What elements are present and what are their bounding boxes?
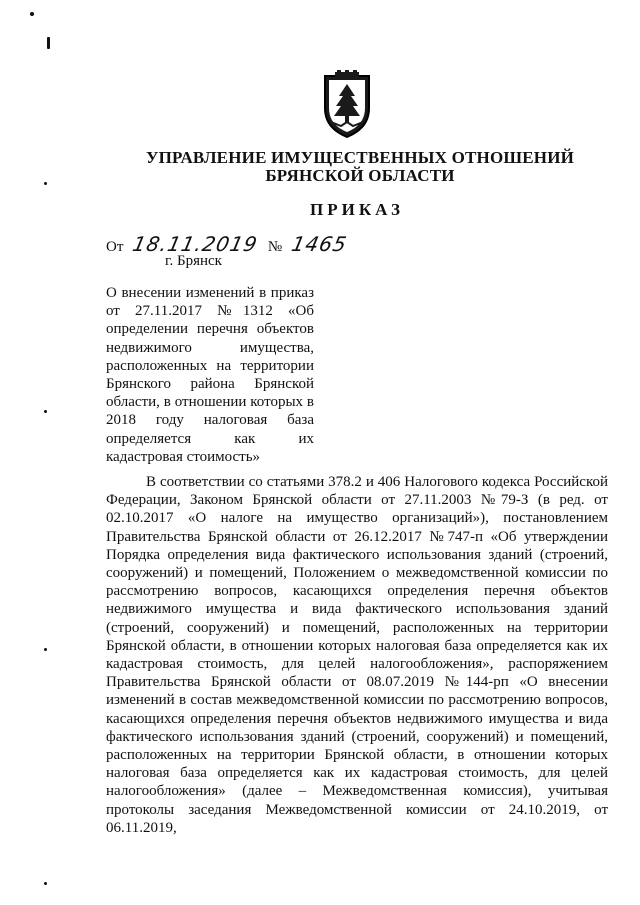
document-type-title: ПРИКАЗ <box>310 200 404 219</box>
order-preamble: В соответствии со статьями 378.2 и 406 Налогового кодекса Российской Федерации, Законом Брянской области от 27.11.2003 №79-З (в ред. от 02.10.2017 «О налоге на имущество организаций»), постановлением Правительства Брянской области от 26.12.2017 №747-п «Об утверждении Порядка определения вида фактического использования зданий (строений, сооружений) и помещений, Положением о межведомственной комиссии по рассмотрению вопросов, касающихся определения перечня объектов недвижимого имущества и вида фактического использования зданий (строений, сооружений) и помещений, расположенных на территории Брянской области, в отношении которых налоговая база определяется как их кадастровая стоимость, для целей налогообложения», распоряжением Правительства Брянской области от 08.07.2019 №144-рп «О внесении изменений в состав межведомственной комиссии по рассмотрению вопросов, касающихся определения перечня объектов недвижимого имущества и вида фактического использования зданий (строений, сооружений) и помещений, расположенных на территории Брянской области, в отношении которых налоговая база определяется как их кадастровая стоимость, для целей налогообложения» (далее – Межведомственная комиссия), учитывая протоколы заседания Межведомственной комиссии от 24.10.2019, от 06.11.2019, <box>106 474 608 836</box>
scan-mark <box>44 882 47 885</box>
handwritten-number: 1465 <box>289 232 350 256</box>
organization-name: УПРАВЛЕНИЕ ИМУЩЕСТВЕННЫХ ОТНОШЕНИЙ <box>145 148 575 167</box>
number-label: № <box>267 239 283 255</box>
order-date-line <box>106 232 350 256</box>
issue-city: г. Брянск <box>165 253 222 269</box>
scan-mark <box>47 37 50 49</box>
scan-mark <box>44 182 47 185</box>
scan-mark <box>44 410 47 413</box>
bryansk-coat-of-arms-icon <box>319 70 375 140</box>
scan-mark <box>44 648 47 651</box>
from-label: От <box>106 239 124 255</box>
handwritten-date: 18.11.2019 <box>130 232 261 256</box>
organization-region: БРЯНСКОЙ ОБЛАСТИ <box>265 166 455 185</box>
scan-mark <box>30 12 34 16</box>
order-subject: О внесении изменений в приказ от 27.11.2017 №1312 «Об определении перечня объектов недвижимого имущества, расположенных на территории Брянского района Брянской области, в отношении которых в 2018 году налоговая база определяется как их кадастровая стоимость» <box>106 285 314 465</box>
